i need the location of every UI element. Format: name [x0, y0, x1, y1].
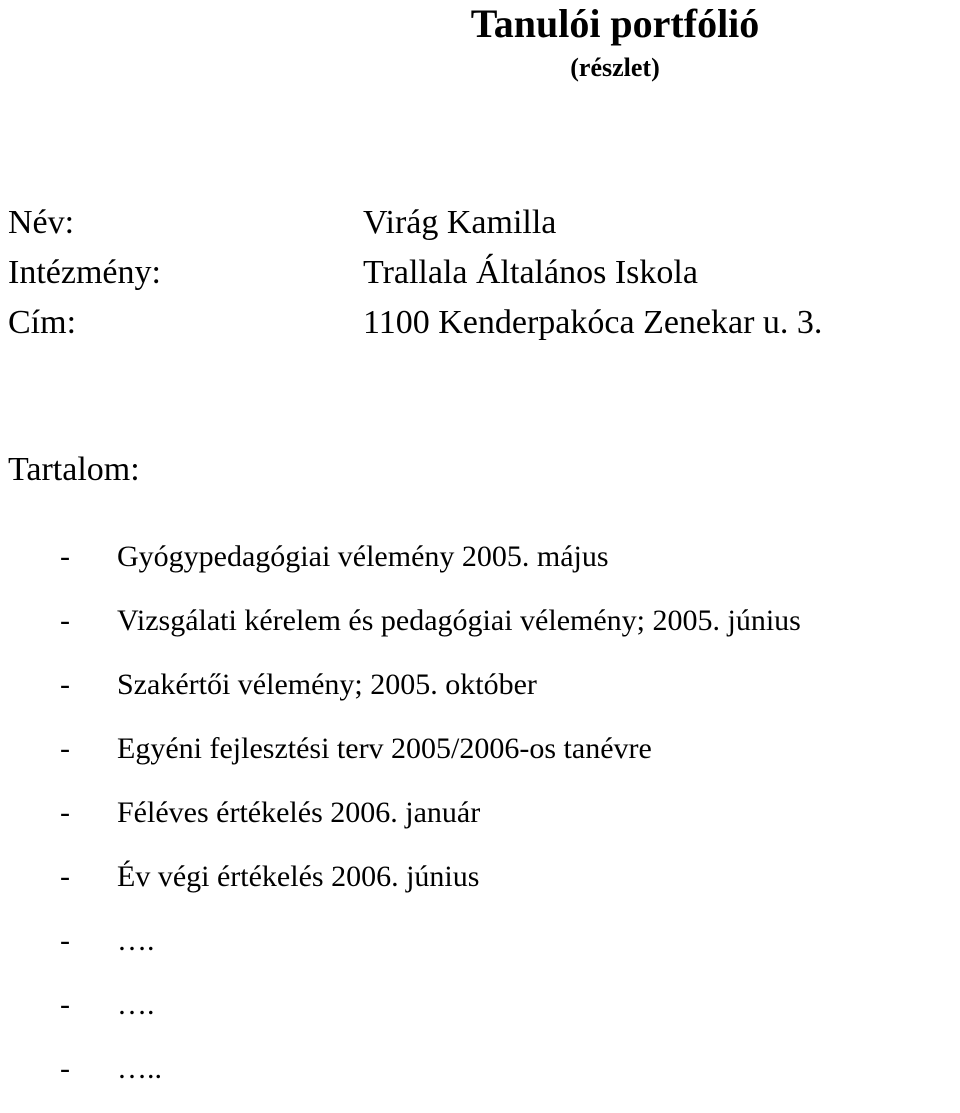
contents-heading: Tartalom: [8, 451, 140, 488]
institution-value: Trallala Általános Iskola [363, 254, 698, 291]
list-item-text: Szakértői vélemény; 2005. október [117, 668, 537, 701]
list-item-text: Gyógypedagógiai vélemény 2005. május [117, 540, 609, 573]
list-bullet: - [60, 540, 70, 573]
list-item [0, 601, 960, 665]
address-label: Cím: [8, 304, 77, 341]
institution-label: Intézmény: [8, 254, 161, 291]
list-item-text: …. [117, 988, 155, 1021]
list-item-text: Vizsgálati kérelem és pedagógiai vélemény; 2005. június [117, 604, 801, 637]
list-bullet: - [60, 860, 70, 893]
list-item-text: Év végi értékelés 2006. június [117, 860, 480, 893]
list-bullet: - [60, 668, 70, 701]
list-item-text: ….. [117, 1052, 162, 1085]
list-item [0, 985, 960, 1049]
list-bullet: - [60, 1052, 70, 1085]
list-bullet: - [60, 924, 70, 957]
list-bullet: - [60, 732, 70, 765]
list-bullet: - [60, 988, 70, 1021]
list-item-text: Féléves értékelés 2006. január [117, 796, 481, 829]
contents-list [0, 537, 960, 1113]
list-item [0, 1049, 960, 1113]
document-title: Tanulói portfólió [470, 1, 760, 46]
list-bullet: - [60, 796, 70, 829]
name-label: Név: [8, 204, 75, 241]
list-item-text: …. [117, 924, 155, 957]
list-item [0, 921, 960, 985]
list-item-text: Egyéni fejlesztési terv 2005/2006-os tanévre [117, 732, 652, 765]
document-subtitle: (részlet) [570, 53, 660, 82]
list-item [0, 793, 960, 857]
list-bullet: - [60, 604, 70, 637]
address-value: 1100 Kenderpakóca Zenekar u. 3. [363, 304, 823, 341]
list-item [0, 537, 960, 601]
list-item [0, 857, 960, 921]
list-item [0, 665, 960, 729]
list-item [0, 729, 960, 793]
name-value: Virág Kamilla [363, 204, 557, 241]
